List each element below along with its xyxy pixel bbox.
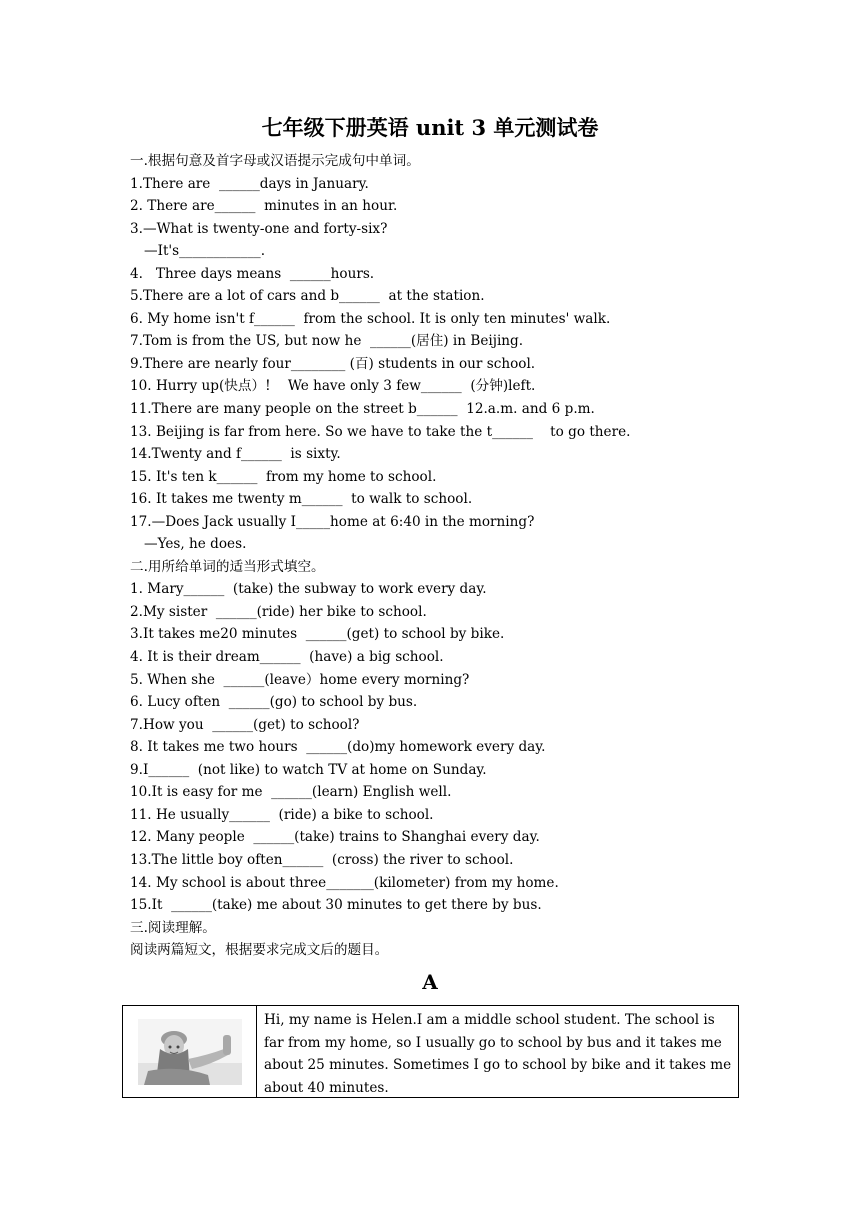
exercise-line: 15. It's ten k______ from my home to school. [130,468,437,485]
exercise-line: 7.How you ______(get) to school? [130,716,360,733]
exercise-line: 13. Beijing is far from here. So we have to take the t______ to go there. [130,423,631,440]
exercise-line: 17.—Does Jack usually I_____home at 6:40 in the morning? [130,513,535,530]
exercise-line: 2. There are______ minutes in an hour. [130,198,398,215]
exercise-line: 二.用所给单词的适当形式填空。 [130,558,325,575]
exercise-line: 5.There are a lot of cars and b______ at the station. [130,288,485,305]
exercise-lines [130,150,770,962]
exercise-line: 7.Tom is from the US, but now he ______(居住) in Beijing. [130,333,524,350]
page-title: 七年级下册英语 unit 3 单元测试卷 [261,115,599,140]
passage-a-table [122,1005,739,1098]
exercise-line: 12. Many people ______(take) trains to Shanghai every day. [130,829,540,846]
exercise-line: 10. Hurry up(快点）! We have only 3 few______ (分钟)left. [130,378,536,395]
exercise-line: 3.It takes me20 minutes ______(get) to school by bike. [130,626,505,643]
passage-a-text: Hi, my name is Helen.I am a middle school student. The school is far from my home, so I usually go to school by bus and it takes me about 25 minutes. Sometimes I go to school by bike and it takes me about 40 minutes. [264,1012,732,1096]
exercise-line: 14. My school is about three_______(kilometer) from my home. [130,874,559,891]
exercise-line: 16. It takes me twenty m______ to walk to school. [130,491,473,508]
exercise-line: 11. He usually______ (ride) a bike to school. [130,806,434,823]
exercise-line: 8. It takes me two hours ______(do)my homework every day. [130,739,546,756]
exercise-line: 阅读两篇短文，根据要求完成文后的题目。 [130,942,389,959]
exercise-line: 4. It is their dream______ (have) a big school. [130,649,444,666]
exercise-line: 一.根据句意及首字母或汉语提示完成句中单词。 [130,153,420,169]
exercise-line: 4. Three days means ______hours. [130,265,375,282]
exercise-line: 14.Twenty and f______ is sixty. [130,446,341,463]
exercise-line: 三.阅读理解。 [130,919,216,936]
exercise-line: 1.There are ______days in January. [130,175,369,192]
exercise-line: 15.It ______(take) me about 30 minutes to get there by bus. [130,897,542,914]
exercise-line: —It's____________. [144,243,266,260]
exercise-line: 6. My home isn't f______ from the school. It is only ten minutes' walk. [130,310,611,327]
exercise-line: 6. Lucy often ______(go) to school by bus. [130,694,418,711]
exercise-line: 1. Mary______ (take) the subway to work every day. [130,581,487,598]
passage-a-image-cell [123,1006,257,1097]
exercise-line: 3.—What is twenty-one and forty-six? [130,220,388,237]
girl-thumbs-up-photo-icon [138,1019,242,1085]
exercise-line: 9.I______ (not like) to watch TV at home on Sunday. [130,761,487,778]
exercise-line: 10.It is easy for me ______(learn) English well. [130,784,452,801]
exercise-line: 5. When she ______(leave）home every morning? [130,671,470,688]
exercise-line: 2.My sister ______(ride) her bike to school. [130,603,427,620]
exercise-line: 9.There are nearly four________ (百) students in our school. [130,355,536,372]
exercise-line: 11.There are many people on the street b______ 12.a.m. and 6 p.m. [130,401,595,418]
section-a-heading: A [422,970,438,994]
exercise-line: —Yes, he does. [144,536,247,553]
exercise-line: 13.The little boy often______ (cross) the river to school. [130,851,514,868]
